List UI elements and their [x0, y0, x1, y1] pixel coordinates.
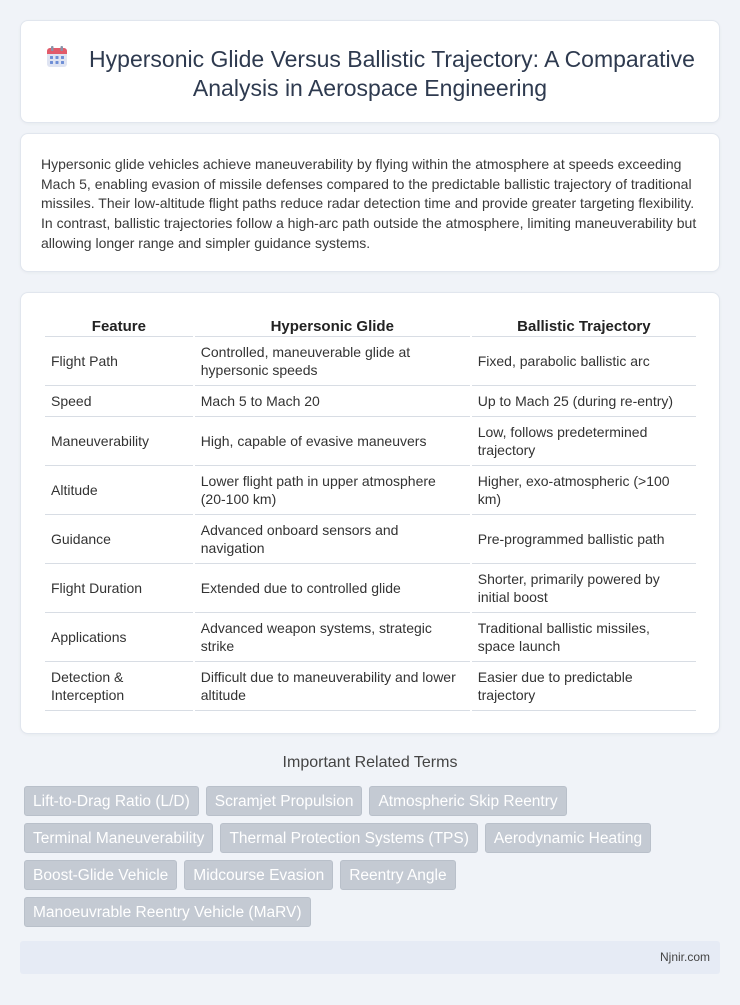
term-tag[interactable]: Boost-Glide Vehicle — [24, 860, 177, 890]
row-feature: Flight Path — [45, 337, 193, 386]
row-feature: Guidance — [45, 515, 193, 564]
row-hypersonic: Mach 5 to Mach 20 — [195, 386, 470, 417]
intro-card — [20, 133, 720, 272]
table-header-row — [45, 315, 696, 337]
term-row — [24, 897, 704, 934]
term-tag[interactable]: Lift-to-Drag Ratio (L/D) — [24, 786, 199, 816]
row-feature: Detection & Interception — [45, 662, 193, 711]
row-ballistic: Higher, exo-atmospheric (>100 km) — [472, 466, 696, 515]
term-tag[interactable]: Manoeuvrable Reentry Vehicle (MaRV) — [24, 897, 311, 927]
row-hypersonic: High, capable of evasive maneuvers — [195, 417, 470, 466]
term-tag[interactable]: Atmospheric Skip Reentry — [369, 786, 566, 816]
term-tag[interactable]: Aerodynamic Heating — [485, 823, 651, 853]
intro-paragraph: Hypersonic glide vehicles achieve maneuverability by flying within the atmosphere at speeds exceeding Mach 5, enabling evasion of missile defenses compared to the predictable ballistic trajectory of traditional missiles. Their low-altitude flight paths reduce radar detection time and provide greater targeting flexibility. In contrast, ballistic trajectories follow a high-arc path outside the atmosphere, limiting maneuverability but allowing longer range and simpler guidance systems. — [41, 156, 697, 251]
footer — [20, 941, 720, 974]
row-ballistic: Pre-programmed ballistic path — [472, 515, 696, 564]
page-title-text: Hypersonic Glide Versus Ballistic Trajectory: A Comparative Analysis in Aerospace Engineering — [89, 46, 695, 101]
term-tag[interactable]: Reentry Angle — [340, 860, 455, 890]
row-ballistic: Low, follows predetermined trajectory — [472, 417, 696, 466]
row-ballistic: Shorter, primarily powered by initial boost — [472, 564, 696, 613]
header-ballistic-trajectory: Ballistic Trajectory — [472, 315, 696, 337]
row-feature: Altitude — [45, 466, 193, 515]
table-row — [45, 613, 696, 662]
footer-site[interactable]: Njnir.com — [659, 950, 710, 964]
table-row — [45, 417, 696, 466]
table-row — [45, 337, 696, 386]
header-feature: Feature — [45, 315, 193, 337]
comparison-table — [43, 315, 698, 711]
calendar-icon — [45, 45, 69, 69]
row-hypersonic: Controlled, maneuverable glide at hypersonic speeds — [195, 337, 470, 386]
row-feature: Applications — [45, 613, 193, 662]
row-feature: Speed — [45, 386, 193, 417]
related-terms-heading: Important Related Terms — [282, 754, 458, 771]
table-row — [45, 564, 696, 613]
term-tag[interactable]: Thermal Protection Systems (TPS) — [220, 823, 477, 853]
page-title — [41, 45, 699, 103]
term-tag[interactable]: Scramjet Propulsion — [206, 786, 363, 816]
row-ballistic: Up to Mach 25 (during re-entry) — [472, 386, 696, 417]
row-hypersonic: Difficult due to maneuverability and lower altitude — [195, 662, 470, 711]
row-ballistic: Traditional ballistic missiles, space launch — [472, 613, 696, 662]
table-row — [45, 662, 696, 711]
term-row — [24, 786, 704, 823]
row-feature: Maneuverability — [45, 417, 193, 466]
term-row — [24, 860, 704, 897]
row-ballistic: Fixed, parabolic ballistic arc — [472, 337, 696, 386]
table-row — [45, 466, 696, 515]
related-terms — [24, 786, 704, 934]
row-feature: Flight Duration — [45, 564, 193, 613]
row-ballistic: Easier due to predictable trajectory — [472, 662, 696, 711]
header-hypersonic-glide: Hypersonic Glide — [195, 315, 470, 337]
row-hypersonic: Lower flight path in upper atmosphere (20-100 km) — [195, 466, 470, 515]
table-row — [45, 515, 696, 564]
row-hypersonic: Advanced onboard sensors and navigation — [195, 515, 470, 564]
row-hypersonic: Extended due to controlled glide — [195, 564, 470, 613]
term-tag[interactable]: Midcourse Evasion — [184, 860, 333, 890]
comparison-card — [20, 292, 720, 734]
table-row — [45, 386, 696, 417]
term-tag[interactable]: Terminal Maneuverability — [24, 823, 213, 853]
term-row — [24, 823, 704, 860]
row-hypersonic: Advanced weapon systems, strategic strike — [195, 613, 470, 662]
title-card — [20, 20, 720, 123]
